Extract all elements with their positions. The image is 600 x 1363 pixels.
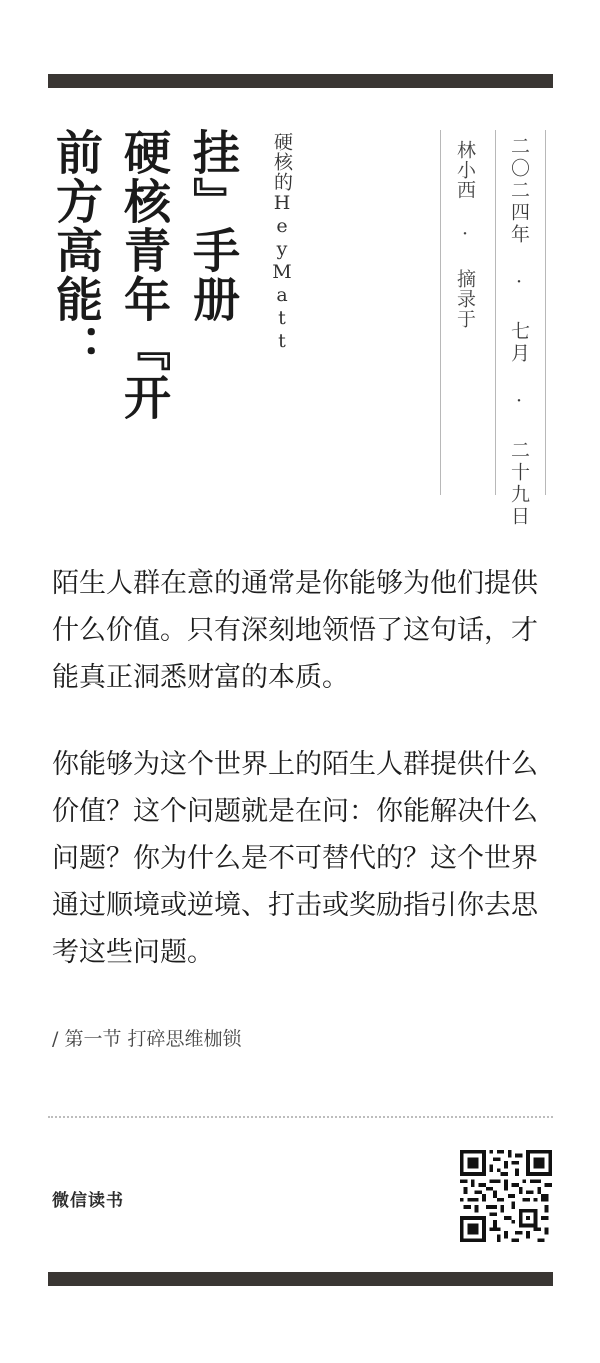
brand-name: 微信读书 bbox=[52, 1191, 124, 1211]
quote-paragraph-2: 你能够为这个世界上的陌生人群提供什么价值？这个问题就是在问：你能解决什么问题？你为什么是不可替代的？这个世界通过顺境或逆境、打击或奖励指引你去思考这些问题。 bbox=[52, 749, 538, 968]
title-line-1: 挂』手册 bbox=[185, 128, 240, 324]
quote-paragraph-1: 陌生人群在意的通常是你能够为他们提供什么价值。只有深刻地领悟了这句话，才能真正洞悉财富的本质。 bbox=[52, 568, 538, 693]
source-chapter: / 第一节 打碎思维枷锁 bbox=[52, 1028, 242, 1050]
divider-middle bbox=[495, 130, 496, 495]
bottom-border-bar bbox=[48, 1272, 553, 1286]
top-border-bar bbox=[48, 74, 553, 88]
excerpt-by: 林小西 · 摘录于 bbox=[454, 140, 476, 329]
title-line-2: 硬核青年『开 bbox=[116, 128, 171, 422]
author-name: 硬核的HeyMatt bbox=[271, 132, 293, 353]
date: 二〇二四年 · 七月 · 二十九日 bbox=[508, 136, 530, 528]
divider-left bbox=[440, 130, 441, 495]
dotted-divider bbox=[48, 1116, 553, 1118]
divider-right bbox=[545, 130, 546, 495]
title-line-3: 前方高能： bbox=[48, 128, 103, 373]
qr-code-icon[interactable] bbox=[460, 1150, 552, 1242]
